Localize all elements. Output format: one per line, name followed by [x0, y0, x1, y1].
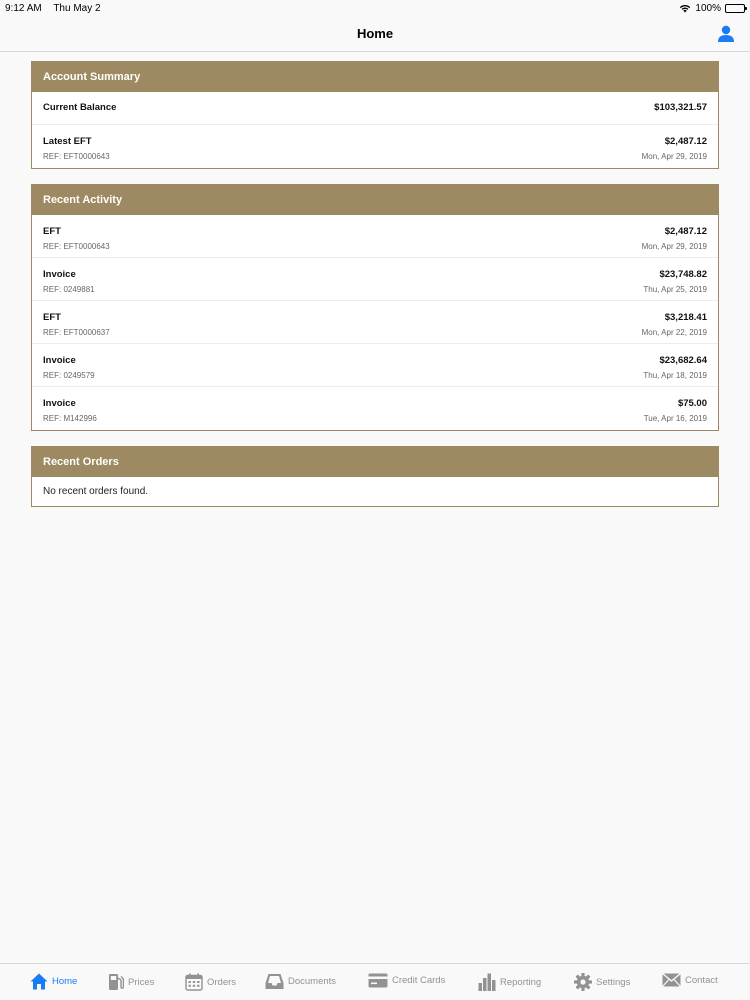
- wifi-icon: [679, 4, 691, 13]
- tab-label: Contact: [685, 974, 718, 986]
- inbox-tray-icon: [265, 973, 284, 990]
- activity-ref: REF: EFT0000637: [43, 328, 110, 337]
- activity-title: EFT: [43, 312, 61, 323]
- tab-documents[interactable]: [265, 973, 336, 990]
- tab-credit-cards[interactable]: [368, 973, 445, 988]
- activity-row[interactable]: [32, 387, 718, 430]
- latest-eft-label: Latest EFT: [43, 136, 92, 147]
- activity-date: Thu, Apr 18, 2019: [643, 371, 707, 380]
- activity-date: Mon, Apr 29, 2019: [641, 242, 707, 251]
- tab-label: Reporting: [500, 976, 542, 988]
- activity-amount: $23,682.64: [659, 355, 707, 366]
- tab-bar: [0, 963, 750, 1000]
- tab-home[interactable]: [30, 973, 77, 990]
- activity-amount: $23,748.82: [659, 269, 707, 280]
- tab-label: Credit Cards: [392, 975, 446, 986]
- activity-date: Tue, Apr 16, 2019: [643, 414, 707, 423]
- activity-amount: $75.00: [677, 398, 707, 409]
- activity-ref: REF: M142996: [43, 414, 97, 423]
- account-summary-header: Account Summary: [32, 62, 718, 92]
- current-balance-value: $103,321.57: [654, 102, 707, 113]
- activity-row[interactable]: [32, 301, 718, 344]
- no-orders-message: No recent orders found.: [43, 486, 149, 497]
- activity-amount: $3,218.41: [664, 312, 707, 323]
- activity-ref: REF: 0249881: [43, 285, 95, 294]
- activity-date: Mon, Apr 22, 2019: [641, 328, 707, 337]
- activity-ref: REF: 0249579: [43, 371, 95, 380]
- latest-eft-row[interactable]: [32, 125, 718, 168]
- current-balance-label: Current Balance: [43, 102, 117, 113]
- fuel-pump-icon: [108, 973, 124, 991]
- status-date: Thu May 2: [53, 3, 101, 14]
- status-bar: [0, 0, 750, 16]
- activity-title: Invoice: [43, 269, 76, 280]
- tab-orders[interactable]: [185, 973, 236, 991]
- nav-bar: [0, 16, 750, 52]
- tab-settings[interactable]: [574, 973, 630, 991]
- tab-prices[interactable]: [108, 973, 154, 991]
- activity-title: EFT: [43, 226, 61, 237]
- activity-amount: $2,487.12: [664, 226, 707, 237]
- profile-button[interactable]: [716, 24, 736, 44]
- main-content: [31, 61, 719, 522]
- tab-label: Orders: [207, 976, 237, 988]
- account-summary-card: [31, 61, 719, 169]
- tab-label: Home: [52, 976, 78, 987]
- recent-orders-card: [31, 446, 719, 507]
- activity-ref: REF: EFT0000643: [43, 242, 110, 251]
- tab-contact[interactable]: [662, 973, 718, 987]
- recent-orders-header: Recent Orders: [32, 447, 718, 477]
- recent-activity-header: Recent Activity: [32, 185, 718, 215]
- person-icon: [716, 24, 736, 44]
- recent-activity-card: [31, 184, 719, 431]
- status-time: 9:12 AM: [5, 3, 42, 14]
- activity-row[interactable]: [32, 258, 718, 301]
- activity-row[interactable]: [32, 215, 718, 258]
- latest-eft-ref: REF: EFT0000643: [43, 152, 110, 161]
- calendar-icon: [185, 973, 203, 991]
- tab-label: Settings: [596, 976, 631, 988]
- activity-row[interactable]: [32, 344, 718, 387]
- activity-date: Thu, Apr 25, 2019: [643, 285, 707, 294]
- gear-icon: [574, 973, 592, 991]
- activity-title: Invoice: [43, 398, 76, 409]
- home-icon: [30, 973, 48, 990]
- page-title: Home: [356, 26, 394, 41]
- tab-label: Documents: [288, 976, 337, 987]
- current-balance-row[interactable]: [32, 92, 718, 125]
- activity-title: Invoice: [43, 355, 76, 366]
- latest-eft-amount: $2,487.12: [664, 136, 707, 147]
- latest-eft-date: Mon, Apr 29, 2019: [641, 152, 707, 161]
- battery-icon: [725, 4, 745, 13]
- envelope-icon: [662, 973, 681, 987]
- battery-percent: 100%: [695, 3, 721, 14]
- tab-label: Prices: [128, 976, 155, 988]
- bar-chart-icon: [478, 973, 496, 991]
- credit-card-icon: [368, 973, 388, 988]
- tab-reporting[interactable]: [478, 973, 541, 991]
